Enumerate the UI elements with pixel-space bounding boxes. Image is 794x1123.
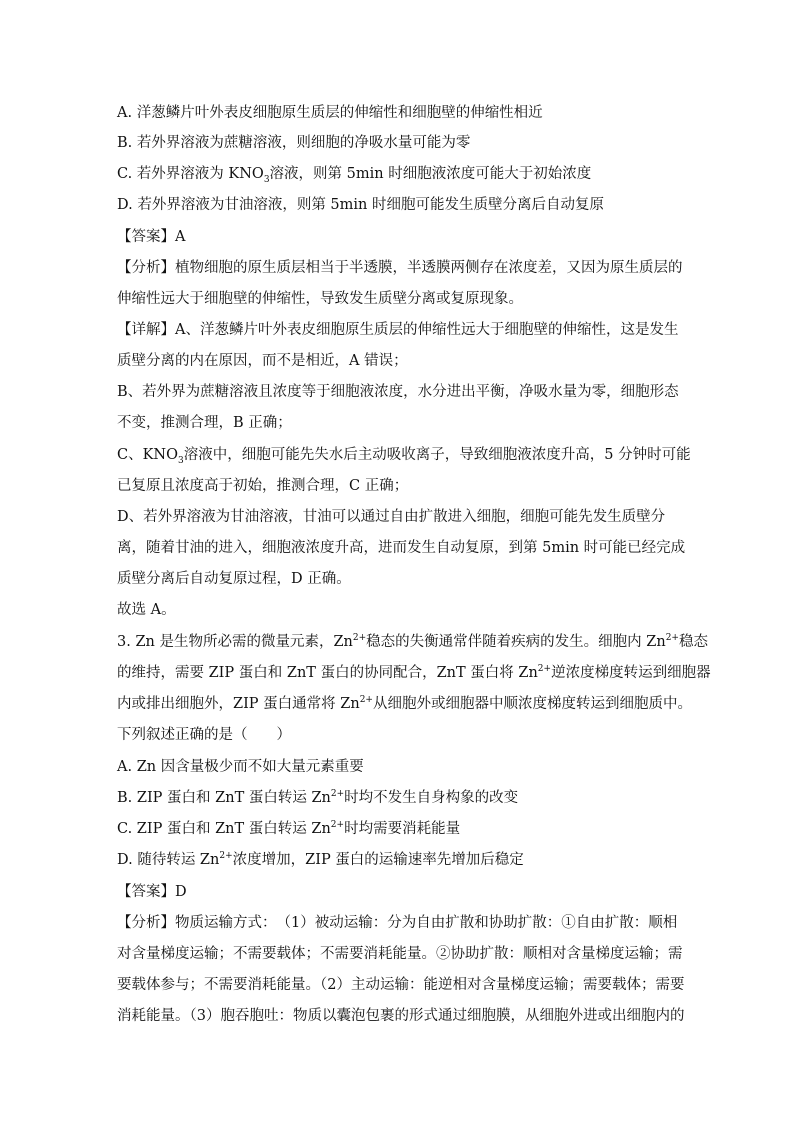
text-segment: 下列叙述正确的是（ ） — [117, 727, 291, 743]
q2-detail-text: C、KNO — [117, 447, 179, 463]
q2-detail-line — [117, 445, 691, 466]
q3-option-b — [117, 788, 687, 808]
q3-analysis-line: 对含量梯度运输；不需要载体；不需要消耗能量。②协助扩散：顺相对含量梯度运输；需 — [117, 946, 683, 962]
q2-conclusion: 故选 A。 — [117, 602, 176, 618]
q2-detail-subscript: 3 — [178, 455, 184, 466]
text-segment: 的维持，需要 ZIP 蛋白和 ZnT 蛋白的协同配合，ZnT 蛋白将 Zn — [117, 665, 538, 681]
q3-option-d — [117, 850, 687, 870]
q2-option-c-text: C. 若外界溶液为 KNO — [117, 166, 264, 182]
superscript: 2+ — [352, 633, 367, 644]
q3-stem-line — [117, 632, 708, 652]
q3-option-c — [117, 819, 687, 839]
superscript: 2+ — [219, 851, 233, 862]
text-segment: 逆浓度梯度转运到细胞器 — [551, 665, 711, 681]
q3-stem-line — [117, 694, 692, 714]
text-segment: 时均不发生自身构象的改变 — [344, 790, 519, 806]
q2-option-c — [117, 164, 687, 184]
q2-option-c-text: 溶液，则第 5min 时细胞液浓度可能大于初始浓度 — [269, 166, 592, 182]
q3-answer: 【答案】D — [117, 884, 187, 900]
text-segment: 稳态 — [678, 634, 708, 650]
q2-analysis-line: 伸缩性远大于细胞壁的伸缩性，导致发生质壁分离或复原现象。 — [117, 291, 523, 307]
q3-analysis-line: 要载体参与；不需要消耗能量。（2）主动运输：能逆相对含量梯度运输；需要载体；需要 — [117, 977, 685, 993]
superscript: 2+ — [330, 820, 345, 831]
superscript: 2+ — [330, 789, 345, 800]
text-segment: 从细胞外或细胞器中顺浓度梯度转运到细胞质中。 — [372, 696, 692, 712]
q2-option-b: B. 若外界溶液为蔗糖溶液，则细胞的净吸水量可能为零 — [117, 135, 471, 151]
q3-stem-line — [117, 663, 711, 683]
superscript: 2+ — [359, 695, 373, 706]
q2-detail-text: 溶液中，细胞可能先失水后主动吸收离子，导致细胞液浓度升高，5 分钟时可能 — [183, 447, 691, 463]
q2-detail-line: 质壁分离的内在原因，而不是相近，A 错误； — [117, 353, 408, 369]
q3-analysis-line: 消耗能量。（3）胞吞胞吐：物质以囊泡包裹的形式通过细胞膜，从细胞外进或出细胞内的 — [117, 1008, 685, 1024]
q2-detail-line: 【详解】A、洋葱鳞片叶外表皮细胞原生质层的伸缩性远大于细胞壁的伸缩性，这是发生 — [117, 322, 679, 338]
q2-option-a: A. 洋葱鳞片叶外表皮细胞原生质层的伸缩性和细胞壁的伸缩性相近 — [117, 105, 543, 121]
q2-detail-line: 已复原且浓度高于初始，推测合理，C 正确； — [117, 478, 409, 494]
q2-detail-line: B、若外界为蔗糖溶液且浓度等于细胞液浓度，水分进出平衡，净吸水量为零，细胞形态 — [117, 384, 679, 400]
q2-detail-line: 离，随着甘油的进入，细胞液浓度升高，进而发生自动复原，到第 5min 时可能已经完成 — [117, 540, 686, 556]
text-segment: C. ZIP 蛋白和 ZnT 蛋白转运 Zn — [117, 821, 331, 837]
q2-detail-line: D、若外界溶液为甘油溶液，甘油可以通过自由扩散进入细胞，细胞可能先发生质壁分 — [117, 509, 666, 525]
text-segment: 浓度增加，ZIP 蛋白的运输速率先增加后稳定 — [232, 852, 524, 868]
text-segment: A. Zn 因含量极少而不如大量元素重要 — [117, 759, 364, 775]
text-segment: 时均需要消耗能量 — [344, 821, 461, 837]
q2-option-d: D. 若外界溶液为甘油溶液，则第 5min 时细胞可能发生质壁分离后自动复原 — [117, 197, 604, 213]
q3-option-a — [117, 757, 687, 777]
q2-detail-line: 不变，推测合理，B 正确； — [117, 415, 292, 431]
text-segment: D. 随待转运 Zn — [117, 852, 220, 868]
superscript: 2+ — [537, 664, 552, 675]
q3-analysis-line: 【分析】物质运输方式： （1）被动运输：分为自由扩散和协助扩散：①自由扩散：顺相 — [117, 915, 678, 931]
superscript: 2+ — [665, 633, 679, 644]
text-segment: B. ZIP 蛋白和 ZnT 蛋白转运 Zn — [117, 790, 331, 806]
text-segment: 3. Zn 是生物所必需的微量元素，Zn — [117, 634, 353, 650]
text-segment: 内或排出细胞外，ZIP 蛋白通常将 Zn — [117, 696, 360, 712]
q2-answer: 【答案】A — [117, 229, 186, 245]
q2-analysis-line: 【分析】植物细胞的原生质层相当于半透膜，半透膜两侧存在浓度差，又因为原生质层的 — [117, 260, 683, 276]
q2-option-c-subscript: 3 — [263, 174, 270, 185]
q3-stem-line — [117, 725, 687, 745]
q2-detail-line: 质壁分离后自动复原过程，D 正确。 — [117, 571, 351, 587]
text-segment: 稳态的失衡通常伴随着疾病的发生。细胞内 Zn — [366, 634, 666, 650]
